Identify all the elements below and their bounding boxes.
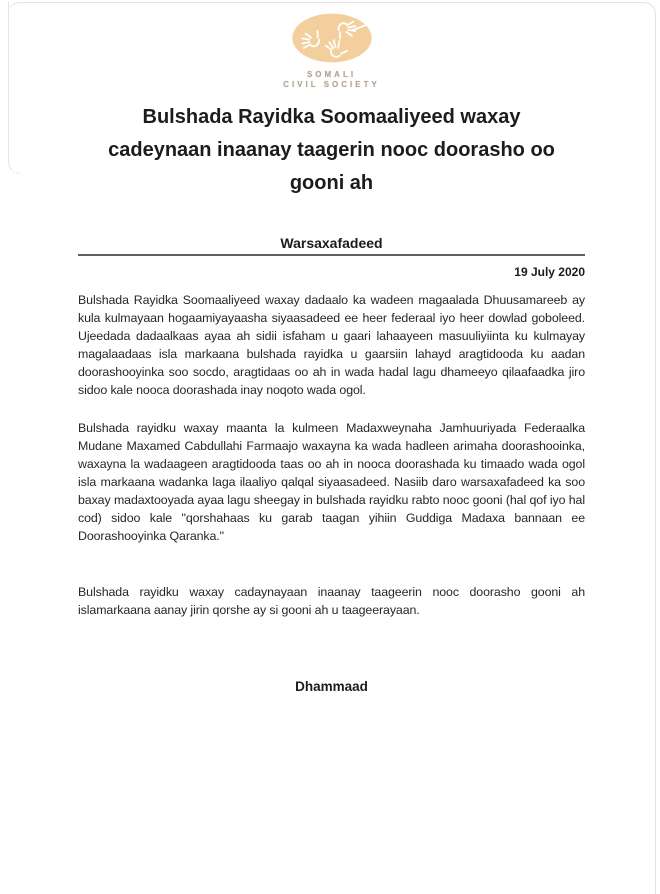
document-title xyxy=(78,101,585,200)
org-logo xyxy=(78,8,585,90)
document-title-line1: Bulshada Rayidka Soomaaliyeed waxay xyxy=(142,106,521,128)
subtitle-heading: Warsaxafadeed xyxy=(280,235,383,251)
document-footer: Dhammaad xyxy=(295,679,368,694)
paragraph-3: Bulshada rayidku waxay cadaynayaan inaanay taageerin nooc doorasho gooni ah islamarkaana aanay jirin qorshe ay si gooni ah u taageerayaan. xyxy=(78,585,585,617)
body-text xyxy=(78,291,585,619)
logo-wordmark xyxy=(78,70,585,90)
logo-wordmark-line2: CIVIL SOCIETY xyxy=(283,80,380,89)
hands-logo-icon xyxy=(283,8,381,68)
document-title-line2: cadeynaan inaanay taagerin nooc doorasho oo xyxy=(108,139,555,161)
paragraph-1: Bulshada Rayidka Soomaaliyeed waxay dadaalo ka wadeen magaalada Dhuusamareeb ay kula kulmayaan hogaamiyayaasha siyaasadeed ee heer federaal iyo heer dowlad goboleed. Ujeedada dadaalkaas ayaa ah sidii isfaham u gaari lahaayeen masuuliyiinta ku kulmayay magalaadaas isla markaana bulshada rayidka u gaarsiin lahayd aragtidooda ku aadan doorashooyinka soo socdo, aragtidaas oo ah in wada hadal lagu dhameeyo qilaafaadka jiro sidoo kale nooca doorashada inay noqoto wada ogol. xyxy=(78,293,585,397)
logo-wordmark-line1: SOMALI xyxy=(306,70,357,79)
document-title-line3: gooni ah xyxy=(289,172,374,194)
date-line: 19 July 2020 xyxy=(514,265,585,279)
paragraph-2: Bulshada rayidku waxay maanta la kulmeen Madaxweynaha Jamhuuriyada Federaalka Mudane Maxamed Cabdullahi Farmaajo waxayna ka wada hadleen arimaha doorashooinka, waxayna la wadaageen aragtidooda taas oo ah in nooca doorashada ku timaado wada ogol isla markaana wadanka laga ilaaliyo qalqal siyaasadeed. Nasiib daro warsaxafadeed ka soo baxay madaxtooyada ayaa lagu sheegay in bulshada rayidku rabto nooc gooni (hal qof iyo hal cod) sidoo kale "qorshahaas ku garab taagan yihiin Guddiga Madaxa bannaan ee Doorashooyinka Qaranka." xyxy=(78,421,585,543)
subtitle-rule xyxy=(78,235,585,256)
